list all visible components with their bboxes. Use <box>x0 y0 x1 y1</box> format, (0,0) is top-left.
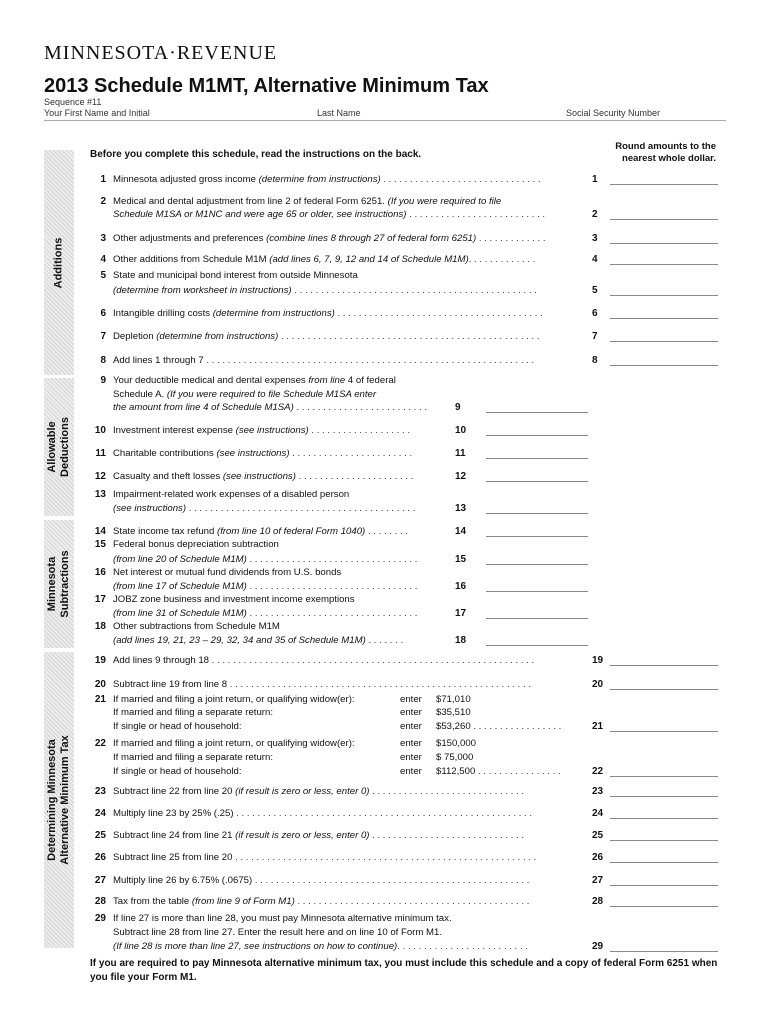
line-18b-leader-dots: . . . . . . . <box>365 635 404 646</box>
line-15b-amount-field[interactable] <box>486 564 588 565</box>
line-15b-instruction: (from line 20 of Schedule M1M) <box>113 554 247 565</box>
line-9a-label: Your deductible medical and dental expenses <box>113 375 309 386</box>
line-5b-ref-number: 5 <box>592 285 598 296</box>
line-13a-number: 13 <box>94 489 106 500</box>
line-7-label: Depletion <box>113 331 157 342</box>
line-22c-text <box>113 765 413 778</box>
line-2b-instruction: Schedule M1SA or M1NC and were age 65 or older, see instructions) <box>113 209 407 220</box>
name-row-divider <box>44 120 726 121</box>
line-18a-number: 18 <box>94 621 106 632</box>
line-21a-number: 21 <box>94 694 106 705</box>
line-21a-threshold-amount <box>436 693 586 706</box>
line-14-instruction: (from line 10 of federal Form 1040) <box>217 526 366 537</box>
footer-note: If you are required to pay Minnesota alternative minimum tax, you must include this schedule and a copy of federal Form 6251 when you file your Form M1. <box>90 958 718 983</box>
line-28-number: 28 <box>94 896 106 907</box>
line-2b-text <box>113 208 588 221</box>
last-name-label: Last Name <box>317 108 361 118</box>
line-19-number: 19 <box>94 655 106 666</box>
line-13b-instruction: (see instructions) <box>113 503 187 514</box>
line-11-text <box>113 447 451 460</box>
line-8-ref-number: 8 <box>592 355 598 366</box>
line-22a-number: 22 <box>94 738 106 749</box>
line-27-leader-dots: . . . . . . . . . . . . . . . . . . . . . . . . . . . . . . . . . . . . . . . . . . . . . . . . . . . . <box>252 875 530 886</box>
line-2a-number: 2 <box>100 196 106 207</box>
line-3-ref-number: 3 <box>592 233 598 244</box>
line-19-amount-field[interactable] <box>610 665 718 666</box>
line-17a-number: 17 <box>94 594 106 605</box>
line-18b-instruction: (add lines 19, 21, 23 – 29, 32, 34 and 35 of Schedule M1M) <box>113 635 366 646</box>
line-26-text <box>113 851 588 864</box>
line-2b-amount-field[interactable] <box>610 219 718 220</box>
line-14-ref-number: 14 <box>455 526 467 537</box>
line-14-number: 14 <box>94 526 106 537</box>
section-deductions-label: Allowable Deductions <box>46 417 71 477</box>
line-9c-amount-field[interactable] <box>486 412 588 413</box>
line-11-amount-field[interactable] <box>486 458 588 459</box>
line-22c-ref-number: 22 <box>592 766 604 777</box>
section-additions <box>44 150 74 375</box>
line-21c-label: If single or head of household: <box>113 721 242 732</box>
line-1-ref-number: 1 <box>592 174 598 185</box>
line-5a-text <box>113 269 590 282</box>
line-10-number: 10 <box>94 425 106 436</box>
line-13b-text <box>113 502 451 515</box>
line-25-label: Subtract line 24 from line 21 <box>113 830 236 841</box>
line-1-label: Minnesota adjusted gross income <box>113 174 259 185</box>
line-9c-leader-dots: . . . . . . . . . . . . . . . . . . . . . . . . . <box>293 402 428 413</box>
line-23-instruction: (if result is zero or less, enter 0) <box>235 786 370 797</box>
line-21c-leader-dots: . . . . . . . . . . . . . . . . . <box>470 721 562 732</box>
minnesota-revenue-logo: MINNESOTA·REVENUE <box>44 42 278 64</box>
line-21c-amount: $53,260 <box>436 721 471 732</box>
line-4-leader-dots: . . . . . . . . . . . . . <box>468 254 536 265</box>
line-1-amount-field[interactable] <box>610 184 718 185</box>
line-3-text <box>113 232 588 245</box>
section-subtractions <box>44 520 74 648</box>
line-2b-ref-number: 2 <box>592 209 598 220</box>
line-17a-label: JOBZ zone business and investment income exemptions <box>113 594 355 605</box>
line-18a-label: Other subtractions from Schedule M1M <box>113 621 280 632</box>
line-17a-text <box>113 593 590 606</box>
line-23-label: Subtract line 22 from line 20 <box>113 786 236 797</box>
line-10-amount-field[interactable] <box>486 435 588 436</box>
line-2b-leader-dots: . . . . . . . . . . . . . . . . . . . . . . . . . . <box>406 209 546 220</box>
line-6-amount-field[interactable] <box>610 318 718 319</box>
line-18b-text <box>113 634 451 647</box>
line-12-number: 12 <box>94 471 106 482</box>
section-determining-amt <box>44 652 74 948</box>
line-11-instruction: (see instructions) <box>216 448 290 459</box>
line-15a-label: Federal bonus depreciation subtraction <box>113 539 279 550</box>
instructions-note: Before you complete this schedule, read the instructions on the back. <box>90 149 422 160</box>
line-5a-label: State and municipal bond interest from outside Minnesota <box>113 270 358 281</box>
line-9a-instruction: from line <box>308 375 346 386</box>
form-title: 2013 Schedule M1MT, Alternative Minimum Tax <box>44 75 489 97</box>
line-12-ref-number: 12 <box>455 471 467 482</box>
line-21a-enter-word: enter <box>400 694 422 705</box>
section-subtractions-label: Minnesota Subtractions <box>46 550 71 618</box>
line-21b-enter-word: enter <box>400 707 422 718</box>
line-18b-ref-number: 18 <box>455 635 467 646</box>
line-3-amount-field[interactable] <box>610 243 718 244</box>
line-11-ref-number: 11 <box>455 448 466 459</box>
line-17b-leader-dots: . . . . . . . . . . . . . . . . . . . . . . . . . . . . . . . . <box>246 608 418 619</box>
line-19-text <box>113 654 588 667</box>
line-18a-text <box>113 620 590 633</box>
line-3-label: Other adjustments and preferences <box>113 233 267 244</box>
line-27-amount-field[interactable] <box>610 885 718 886</box>
line-4-label: Other additions from Schedule M1M <box>113 254 270 265</box>
line-16b-amount-field[interactable] <box>486 591 588 592</box>
line-13b-ref-number: 13 <box>455 503 467 514</box>
line-16a-label: Net interest or mutual fund dividends from U.S. bonds <box>113 567 342 578</box>
line-15a-text <box>113 538 590 551</box>
line-6-leader-dots: . . . . . . . . . . . . . . . . . . . . . . . . . . . . . . . . . . . . . . . <box>334 308 543 319</box>
line-29c-ref-number: 29 <box>592 941 604 952</box>
line-23-leader-dots: . . . . . . . . . . . . . . . . . . . . . . . . . . . . . <box>369 786 525 797</box>
line-16b-leader-dots: . . . . . . . . . . . . . . . . . . . . . . . . . . . . . . . . <box>246 581 418 592</box>
line-24-amount-field[interactable] <box>610 818 718 819</box>
line-15a-number: 15 <box>94 539 106 550</box>
line-27-label: Multiply line 26 by 6.75% (.0675) <box>113 875 253 886</box>
line-27-number: 27 <box>94 875 106 886</box>
line-17b-instruction: (from line 31 of Schedule M1M) <box>113 608 247 619</box>
line-22a-enter-word: enter <box>400 738 422 749</box>
line-4-instruction: (add lines 6, 7, 9, 12 and 14 of Schedule M1M) <box>269 254 469 265</box>
line-29c-text <box>113 940 588 953</box>
line-7-text <box>113 330 588 343</box>
line-14-leader-dots: . . . . . . . . <box>365 526 408 537</box>
line-14-label: State income tax refund <box>113 526 217 537</box>
line-25-instruction: (if result is zero or less, enter 0) <box>235 830 370 841</box>
line-12-label: Casualty and theft losses <box>113 471 223 482</box>
line-9a-number: 9 <box>100 375 106 386</box>
line-22c-amount: $112,500 <box>436 766 476 777</box>
line-2a-instruction: (If you were required to file <box>387 196 502 207</box>
line-4-text <box>113 253 588 266</box>
line-6-instruction: (determine from instructions) <box>212 308 335 319</box>
line-17b-ref-number: 17 <box>455 608 467 619</box>
line-3-instruction: (combine lines 8 through 27 of federal form 6251) <box>266 233 477 244</box>
line-21a-amount: $71,010 <box>436 694 471 705</box>
line-29a-text <box>113 912 590 925</box>
line-26-label: Subtract line 25 from line 20 <box>113 852 233 863</box>
line-28-label: Tax from the table <box>113 896 192 907</box>
line-22c-leader-dots: . . . . . . . . . . . . . . . . <box>475 766 561 777</box>
line-27-text <box>113 874 588 887</box>
line-9c-ref-number: 9 <box>455 402 461 413</box>
round-amounts-note: Round amounts to the nearest whole dollar. <box>615 141 716 164</box>
line-25-amount-field[interactable] <box>610 840 718 841</box>
line-22a-label: If married and filing a joint return, or qualifying widow(er): <box>113 738 355 749</box>
sequence-number: Sequence #11 <box>44 97 102 107</box>
line-3-number: 3 <box>100 233 106 244</box>
line-7-leader-dots: . . . . . . . . . . . . . . . . . . . . . . . . . . . . . . . . . . . . . . . . . . . . . . . . . <box>278 331 540 342</box>
line-24-number: 24 <box>94 808 106 819</box>
line-22c-enter-word: enter <box>400 766 422 777</box>
line-22b-text <box>113 751 413 764</box>
line-9a-label-cont: 4 of federal <box>345 375 396 386</box>
line-16b-instruction: (from line 17 of Schedule M1M) <box>113 581 247 592</box>
line-1-number: 1 <box>100 174 106 185</box>
line-11-label: Charitable contributions <box>113 448 217 459</box>
line-10-ref-number: 10 <box>455 425 467 436</box>
line-8-number: 8 <box>100 355 106 366</box>
line-22b-threshold-amount <box>436 751 586 764</box>
line-13a-label: Impairment-related work expenses of a disabled person <box>113 489 350 500</box>
line-25-text <box>113 829 588 842</box>
line-23-number: 23 <box>94 786 106 797</box>
line-8-amount-field[interactable] <box>610 365 718 366</box>
line-24-leader-dots: . . . . . . . . . . . . . . . . . . . . . . . . . . . . . . . . . . . . . . . . . . . . . . . . . . . . . . . . <box>233 808 533 819</box>
line-7-ref-number: 7 <box>592 331 598 342</box>
line-28-text <box>113 895 588 908</box>
line-3-leader-dots: . . . . . . . . . . . . . <box>476 233 546 244</box>
line-17b-amount-field[interactable] <box>486 618 588 619</box>
line-16a-number: 16 <box>94 567 106 578</box>
line-22c-threshold-amount <box>436 765 588 778</box>
line-6-ref-number: 6 <box>592 308 598 319</box>
line-22c-amount-field[interactable] <box>610 776 718 777</box>
line-21b-label: If married and filing a separate return: <box>113 707 273 718</box>
line-21b-threshold-amount <box>436 706 586 719</box>
line-13a-text <box>113 488 590 501</box>
line-21b-text <box>113 706 413 719</box>
line-17b-text <box>113 607 451 620</box>
line-1-instruction: (determine from instructions) <box>258 174 381 185</box>
line-21c-amount-field[interactable] <box>610 731 718 732</box>
line-15b-ref-number: 15 <box>455 554 467 565</box>
line-25-leader-dots: . . . . . . . . . . . . . . . . . . . . . . . . . . . . . <box>369 830 525 841</box>
line-1-leader-dots: . . . . . . . . . . . . . . . . . . . . . . . . . . . . . . <box>380 174 541 185</box>
line-16b-ref-number: 16 <box>455 581 467 592</box>
line-26-amount-field[interactable] <box>610 862 718 863</box>
line-23-text <box>113 785 588 798</box>
line-16b-text <box>113 580 451 593</box>
line-12-amount-field[interactable] <box>486 481 588 482</box>
line-21c-enter-word: enter <box>400 721 422 732</box>
line-10-instruction: (see instructions) <box>235 425 309 436</box>
line-7-number: 7 <box>100 331 106 342</box>
line-21a-label: If married and filing a joint return, or qualifying widow(er): <box>113 694 355 705</box>
line-28-instruction: (from line 9 of Form M1) <box>191 896 295 907</box>
line-13b-leader-dots: . . . . . . . . . . . . . . . . . . . . . . . . . . . . . . . . . . . . . . . . . . . <box>186 503 416 514</box>
line-21c-threshold-amount <box>436 720 588 733</box>
section-determining-label: Determining Minnesota Alternative Minimum Tax <box>46 735 71 865</box>
line-19-ref-number: 19 <box>592 655 604 666</box>
line-5b-amount-field[interactable] <box>610 295 718 296</box>
line-29c-amount-field[interactable] <box>610 951 718 952</box>
line-24-label: Multiply line 23 by 25% (.25) <box>113 808 234 819</box>
line-12-instruction: (see instructions) <box>222 471 296 482</box>
line-7-amount-field[interactable] <box>610 341 718 342</box>
line-25-ref-number: 25 <box>592 830 604 841</box>
line-8-text <box>113 354 588 367</box>
line-12-text <box>113 470 451 483</box>
line-19-leader-dots: . . . . . . . . . . . . . . . . . . . . . . . . . . . . . . . . . . . . . . . . . . . . . . . . . . . . . . . . . . . . . <box>209 655 535 666</box>
line-22b-amount: $ 75,000 <box>436 752 474 763</box>
line-4-amount-field[interactable] <box>610 264 718 265</box>
line-15b-leader-dots: . . . . . . . . . . . . . . . . . . . . . . . . . . . . . . . . <box>246 554 418 565</box>
line-9c-instruction: the amount from line 4 of Schedule M1SA) <box>113 402 294 413</box>
line-9c-text <box>113 401 451 414</box>
line-6-number: 6 <box>100 308 106 319</box>
line-5a-number: 5 <box>100 270 106 281</box>
line-20-number: 20 <box>94 679 106 690</box>
line-29b-text <box>113 926 590 939</box>
line-10-label: Investment interest expense <box>113 425 236 436</box>
line-11-number: 11 <box>95 448 106 459</box>
line-29c-leader-dots: . . . . . . . . . . . . . . . . . . . . . . . . . <box>397 941 528 952</box>
line-25-number: 25 <box>94 830 106 841</box>
line-29b-label: Subtract line 28 from line 27. Enter the result here and on line 10 of Form M1. <box>113 927 443 938</box>
line-8-leader-dots: . . . . . . . . . . . . . . . . . . . . . . . . . . . . . . . . . . . . . . . . . . . . . . . . . . . . . . . . . . . . . . <box>203 355 535 366</box>
ssn-label: Social Security Number <box>566 108 661 118</box>
line-21a-text <box>113 693 413 706</box>
line-22a-text <box>113 737 413 750</box>
line-6-text <box>113 307 588 320</box>
line-23-ref-number: 23 <box>592 786 604 797</box>
line-29a-label: If line 27 is more than line 28, you must pay Minnesota alternative minimum tax. <box>113 913 452 924</box>
line-20-leader-dots: . . . . . . . . . . . . . . . . . . . . . . . . . . . . . . . . . . . . . . . . . . . . . . . . . . . . . . . . . <box>227 679 531 690</box>
line-22b-enter-word: enter <box>400 752 422 763</box>
line-9b-label: Schedule A. <box>113 389 167 400</box>
line-18b-amount-field[interactable] <box>486 645 588 646</box>
line-26-ref-number: 26 <box>592 852 604 863</box>
line-26-number: 26 <box>94 852 106 863</box>
first-name-label: Your First Name and Initial <box>44 108 150 118</box>
line-28-amount-field[interactable] <box>610 906 718 907</box>
line-2a-text <box>113 195 590 208</box>
line-14-amount-field[interactable] <box>486 536 588 537</box>
line-9a-text <box>113 374 590 387</box>
line-10-leader-dots: . . . . . . . . . . . . . . . . . . . <box>308 425 410 436</box>
line-2a-label: Medical and dental adjustment from line 2 of federal Form 6251. <box>113 196 388 207</box>
line-20-amount-field[interactable] <box>610 689 718 690</box>
line-21b-amount: $35,510 <box>436 707 471 718</box>
line-24-text <box>113 807 588 820</box>
line-4-number: 4 <box>100 254 106 265</box>
line-23-amount-field[interactable] <box>610 796 718 797</box>
line-1-text <box>113 173 588 186</box>
line-7-instruction: (determine from instructions) <box>156 331 279 342</box>
line-22b-label: If married and filing a separate return: <box>113 752 273 763</box>
line-5b-instruction: (determine from worksheet in instructions) <box>113 285 292 296</box>
line-21c-text <box>113 720 413 733</box>
line-24-ref-number: 24 <box>592 808 604 819</box>
line-29c-instruction: (If line 28 is more than line 27, see instructions on how to continue) <box>113 941 398 952</box>
line-9b-instruction: (If you were required to file Schedule M1SA enter <box>166 389 377 400</box>
line-5b-leader-dots: . . . . . . . . . . . . . . . . . . . . . . . . . . . . . . . . . . . . . . . . . . . . . . <box>291 285 537 296</box>
line-21c-ref-number: 21 <box>592 721 604 732</box>
line-9b-text <box>113 388 590 401</box>
line-12-leader-dots: . . . . . . . . . . . . . . . . . . . . . . <box>295 471 414 482</box>
line-14-text <box>113 525 451 538</box>
section-additions-label: Additions <box>52 237 65 288</box>
section-deductions <box>44 378 74 516</box>
line-22a-amount: $150,000 <box>436 738 477 749</box>
line-6-label: Intangible drilling costs <box>113 308 213 319</box>
line-20-ref-number: 20 <box>592 679 604 690</box>
line-4-ref-number: 4 <box>592 254 598 265</box>
line-8-label: Add lines 1 through 7 <box>113 355 204 366</box>
line-27-ref-number: 27 <box>592 875 604 886</box>
line-15b-text <box>113 553 451 566</box>
line-10-text <box>113 424 451 437</box>
line-29a-number: 29 <box>94 913 106 924</box>
line-22c-label: If single or head of household: <box>113 766 242 777</box>
line-28-ref-number: 28 <box>592 896 604 907</box>
line-26-leader-dots: . . . . . . . . . . . . . . . . . . . . . . . . . . . . . . . . . . . . . . . . . . . . . . . . . . . . . . . . . <box>232 852 537 863</box>
line-11-leader-dots: . . . . . . . . . . . . . . . . . . . . . . . <box>289 448 413 459</box>
line-28-leader-dots: . . . . . . . . . . . . . . . . . . . . . . . . . . . . . . . . . . . . . . . . . . . . <box>294 896 530 907</box>
line-19-label: Add lines 9 through 18 <box>113 655 210 666</box>
line-13b-amount-field[interactable] <box>486 513 588 514</box>
line-5b-text <box>113 284 588 297</box>
line-20-label: Subtract line 19 from line 8 <box>113 679 228 690</box>
line-16a-text <box>113 566 590 579</box>
line-20-text <box>113 678 588 691</box>
line-22a-threshold-amount <box>436 737 586 750</box>
